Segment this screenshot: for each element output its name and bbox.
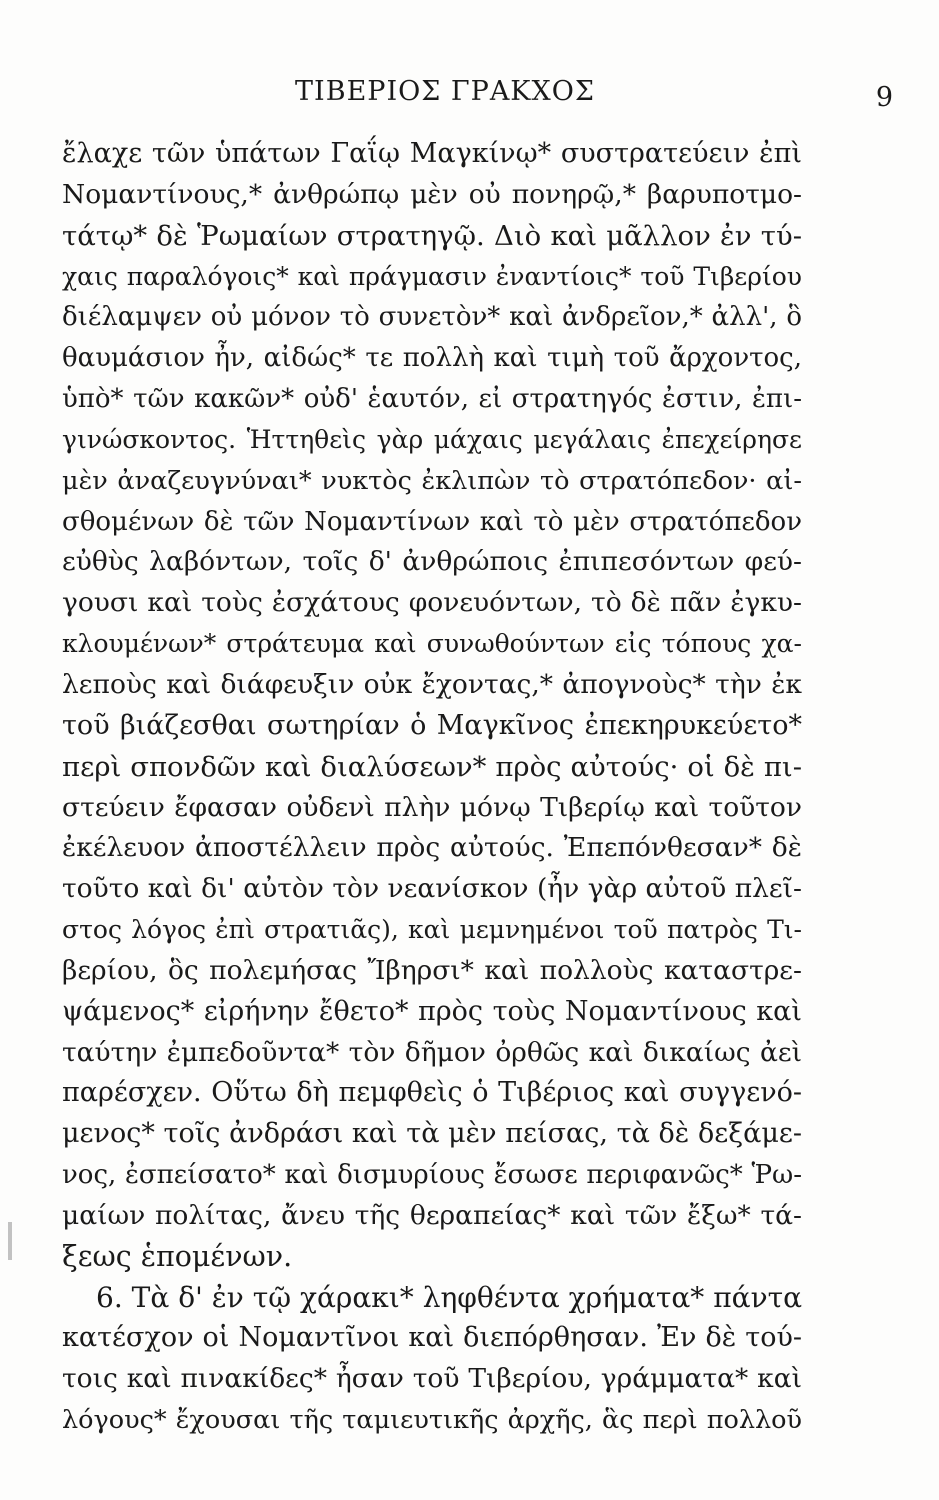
text-line: ὑπὸ* τῶν κακῶν* οὐδ' ἑαυτόν, εἰ στρατηγός ἐστιν, ἐπι- (62, 384, 802, 415)
text-line: γινώσκοντος. Ἡττηθεὶς γὰρ μάχαις μεγάλαις ἐπεχείρησε (62, 424, 802, 454)
body-text (62, 134, 802, 1441)
text-line: παρέσχεν. Οὕτω δὴ πεμφθεὶς ὁ Τιβέριος καὶ συγγενό- (62, 1077, 802, 1109)
running-title: ΤΙΒΕΡΙΟΣ ΓΡΑΚΧΟΣ (295, 76, 595, 107)
text-line: μὲν ἀναζευγνύναι* νυκτὸς ἐκλιπὼν τὸ στρατόπεδον· αἰ- (62, 465, 802, 496)
text-line: περὶ σπονδῶν καὶ διαλύσεων* πρὸς αὐτούς· οἱ δὲ πι- (62, 750, 802, 783)
running-head (0, 74, 939, 114)
margin-mark (8, 1222, 12, 1260)
text-line: θαυμάσιον ἦν, αἰδώς* τε πολλὴ καὶ τιμὴ τοῦ ἄρχοντος, (62, 343, 802, 374)
text-line: ἐκέλευον ἀποστέλλειν πρὸς αὐτούς. Ἐπεπόνθεσαν* δὲ (62, 832, 802, 864)
text-line: χαις παραλόγοις* καὶ πράγμασιν ἐναντίοις* τοῦ Τιβερίου (62, 261, 802, 291)
text-line: τοις καὶ πινακίδες* ἦσαν τοῦ Τιβερίου, γράμματα* καὶ (62, 1363, 802, 1395)
text-line: κλουμένων* στράτευμα καὶ συνωθούντων εἰς τόπους χα- (62, 629, 802, 659)
text-line: νος, ἐσπείσατο* καὶ δισμυρίους ἔσωσε περιφανῶς* Ῥω- (62, 1160, 802, 1191)
text-line: λόγους* ἔχουσαι τῆς ταμιευτικῆς ἀρχῆς, ἃς περὶ πολλοῦ (62, 1405, 802, 1436)
text-line: στος λόγος ἐπὶ στρατιᾶς), καὶ μεμνημένοι τοῦ πατρὸς Τι- (62, 915, 802, 945)
text-line: διέλαμψεν οὐ μόνον τὸ συνετὸν* καὶ ἀνδρεῖον,* ἀλλ', ὃ (62, 302, 802, 333)
text-line: ταύτην ἐμπεδοῦντα* τὸν δῆμον ὀρθῶς καὶ δικαίως ἀεὶ (62, 1036, 802, 1068)
text-line: σθομένων δὲ τῶν Νομαντίνων καὶ τὸ μὲν στρατόπεδον (62, 506, 802, 537)
page-number: 9 (875, 82, 893, 113)
text-line: γουσι καὶ τοὺς ἐσχάτους φονευόντων, τὸ δὲ πᾶν ἐγκυ- (62, 587, 802, 619)
paragraph-start-line: 6. Τὰ δ' ἐν τῷ χάρακι* ληφθέντα χρήματα* πάντα (96, 1280, 802, 1314)
text-line: Νομαντίνους,* ἀνθρώπῳ μὲν οὐ πονηρῷ,* βαρυποτμο- (62, 178, 802, 210)
text-line: ἔλαχε τῶν ὑπάτων Γαΐῳ Μαγκίνῳ* συστρατεύειν ἐπὶ (62, 138, 802, 169)
text-line: τοῦτο καὶ δι' αὐτὸν τὸν νεανίσκον (ἦν γὰρ αὐτοῦ πλεῖ- (62, 873, 802, 905)
text-line: στεύειν ἔφασαν οὐδενὶ πλὴν μόνῳ Τιβερίῳ καὶ τοῦτον (62, 791, 802, 823)
text-line: μενος* τοῖς ἀνδράσι καὶ τὰ μὲν πείσας, τὰ δὲ δεξάμε- (62, 1118, 802, 1150)
text-line: ξεως ἑπομένων. (62, 1239, 293, 1273)
text-line: κατέσχον οἱ Νομαντῖνοι καὶ διεπόρθησαν. Ἐν δὲ τού- (62, 1322, 802, 1354)
text-line: εὐθὺς λαβόντων, τοῖς δ' ἀνθρώποις ἐπιπεσόντων φεύ- (62, 546, 802, 578)
text-line: τάτῳ* δὲ Ῥωμαίων στρατηγῷ. Διὸ καὶ μᾶλλον ἐν τύ- (62, 219, 802, 252)
text-line: μαίων πολίτας, ἄνευ τῆς θεραπείας* καὶ τῶν ἔξω* τά- (62, 1199, 802, 1231)
text-line: λεποὺς καὶ διάφευξιν οὐκ ἔχοντας,* ἀπογνοὺς* τὴν ἐκ (62, 668, 802, 700)
text-line: ψάμενος* εἰρήνην ἔθετο* πρὸς τοὺς Νομαντίνους καὶ (62, 995, 802, 1027)
text-line: βερίου, ὃς πολεμήσας Ἴβηρσι* καὶ πολλοὺς καταστρε- (62, 954, 802, 986)
text-line: τοῦ βιάζεσθαι σωτηρίαν ὁ Μαγκῖνος ἐπεκηρυκεύετο* (62, 709, 802, 741)
